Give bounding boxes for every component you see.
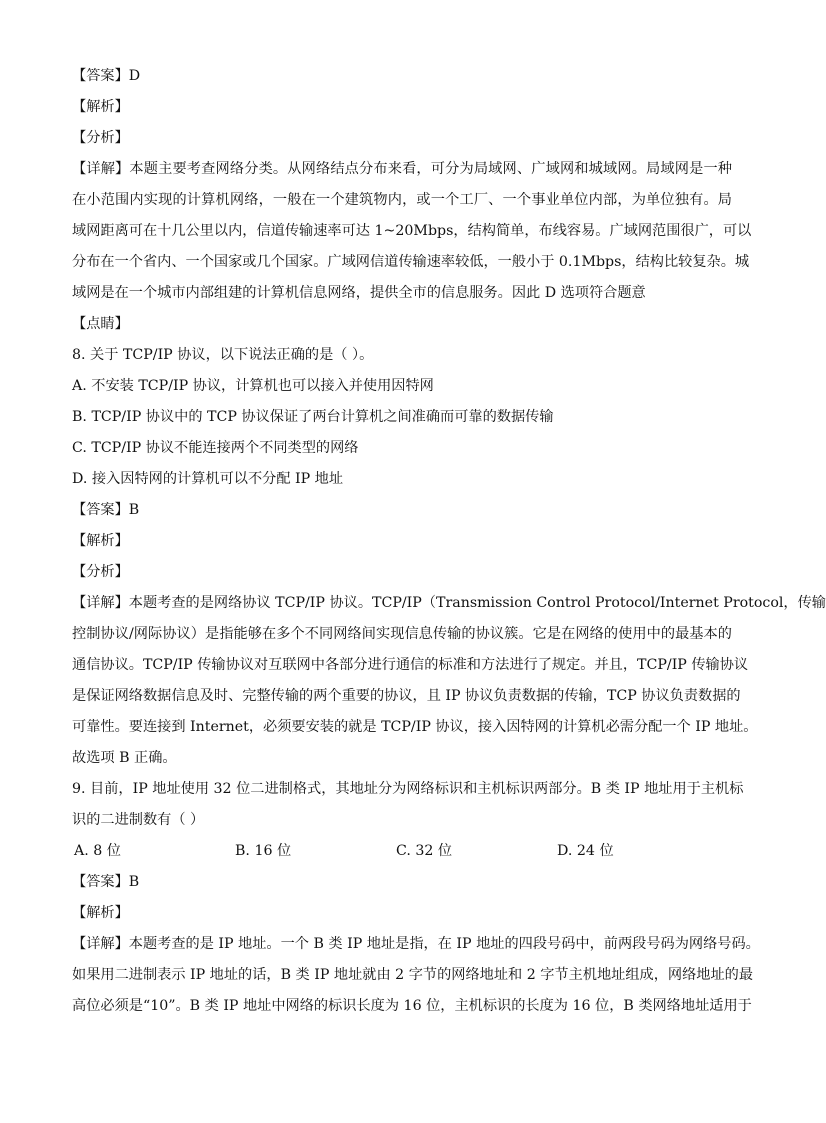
q7-answer: 【答案】D bbox=[72, 68, 141, 84]
q8-detail-line: 控制协议/网际协议）是指能够在多个不同网络间实现信息传输的协议簇。它是在网络的使用中的最基本的 bbox=[72, 626, 732, 642]
document-page bbox=[72, 61, 826, 1022]
q8-option-a: A. 不安装 TCP/IP 协议，计算机也可以接入并使用因特网 bbox=[72, 378, 434, 394]
q9-detail-line: 高位必须是“10”。B 类 IP 地址中网络的标识长度为 16 位，主机标识的长度为 16 位，B 类网络地址适用于 bbox=[72, 998, 752, 1014]
q8-option-b: B. TCP/IP 协议中的 TCP 协议保证了两台计算机之间准确而可靠的数据传输 bbox=[72, 409, 554, 425]
q7-dianjing-heading: 【点睛】 bbox=[72, 316, 129, 332]
q7-detail-line: 分布在一个省内、一个国家或几个国家。广域网信道传输速率较低，一般小于 0.1Mbps，结构比较复杂。城 bbox=[72, 254, 750, 270]
q9-analysis-heading: 【解析】 bbox=[72, 905, 129, 921]
q7-analysis-heading: 【解析】 bbox=[72, 99, 129, 115]
q9-option-d: D. 24 位 bbox=[557, 843, 614, 859]
q8-fenxi-heading: 【分析】 bbox=[72, 564, 129, 580]
q7-detail-line: 【详解】本题主要考查网络分类。从网络结点分布来看，可分为局域网、广域网和城域网。局域网是一种 bbox=[72, 161, 732, 177]
q9-detail-line: 【详解】本题考查的是 IP 地址。一个 B 类 IP 地址是指，在 IP 地址的四段号码中，前两段号码为网络号码。 bbox=[72, 936, 760, 952]
q8-detail-line: 故选项 B 正确。 bbox=[72, 750, 177, 766]
q8-option-c: C. TCP/IP 协议不能连接两个不同类型的网络 bbox=[72, 440, 359, 456]
q9-answer: 【答案】B bbox=[72, 874, 140, 890]
q9-stem-line: 识的二进制数有（ ） bbox=[72, 812, 205, 828]
q8-detail-line: 可靠性。要连接到 Internet，必须要安装的就是 TCP/IP 协议，接入因特网的计算机必需分配一个 IP 地址。 bbox=[72, 719, 758, 735]
q7-detail-line: 在小范围内实现的计算机网络，一般在一个建筑物内，或一个工厂、一个事业单位内部，为单位独有。局 bbox=[72, 192, 732, 208]
q8-detail-line: 是保证网络数据信息及时、完整传输的两个重要的协议，且 IP 协议负责数据的传输，TCP 协议负责数据的 bbox=[72, 688, 741, 704]
q8-detail-line: 【详解】本题考查的是网络协议 TCP/IP 协议。TCP/IP（Transmission Control Protocol/Internet Protocol，传输 bbox=[72, 595, 826, 611]
q8-stem: 8. 关于 TCP/IP 协议，以下说法正确的是（ ）。 bbox=[72, 347, 374, 363]
q8-answer: 【答案】B bbox=[72, 502, 140, 518]
q8-option-d: D. 接入因特网的计算机可以不分配 IP 地址 bbox=[72, 471, 344, 487]
q8-analysis-heading: 【解析】 bbox=[72, 533, 129, 549]
q8-detail-line: 通信协议。TCP/IP 传输协议对互联网中各部分进行通信的标准和方法进行了规定。并且，TCP/IP 传输协议 bbox=[72, 657, 749, 673]
q9-options-row bbox=[72, 836, 732, 867]
q9-option-b: B. 16 位 bbox=[235, 843, 292, 859]
q9-option-c: C. 32 位 bbox=[396, 843, 453, 859]
q9-option-a: A. 8 位 bbox=[74, 843, 121, 859]
q9-stem-line: 9. 目前，IP 地址使用 32 位二进制格式，其地址分为网络标识和主机标识两部分。B 类 IP 地址用于主机标 bbox=[72, 781, 744, 797]
q9-detail-line: 如果用二进制表示 IP 地址的话，B 类 IP 地址就由 2 字节的网络地址和 2 字节主机地址组成，网络地址的最 bbox=[72, 967, 754, 983]
q7-fenxi-heading: 【分析】 bbox=[72, 130, 129, 146]
q7-detail-line: 域网距离可在十几公里以内，信道传输速率可达 1~20Mbps，结构简单，布线容易。广域网范围很广，可以 bbox=[72, 223, 752, 239]
q7-detail-line: 域网是在一个城市内部组建的计算机信息网络，提供全市的信息服务。因此 D 选项符合题意 bbox=[72, 285, 646, 301]
